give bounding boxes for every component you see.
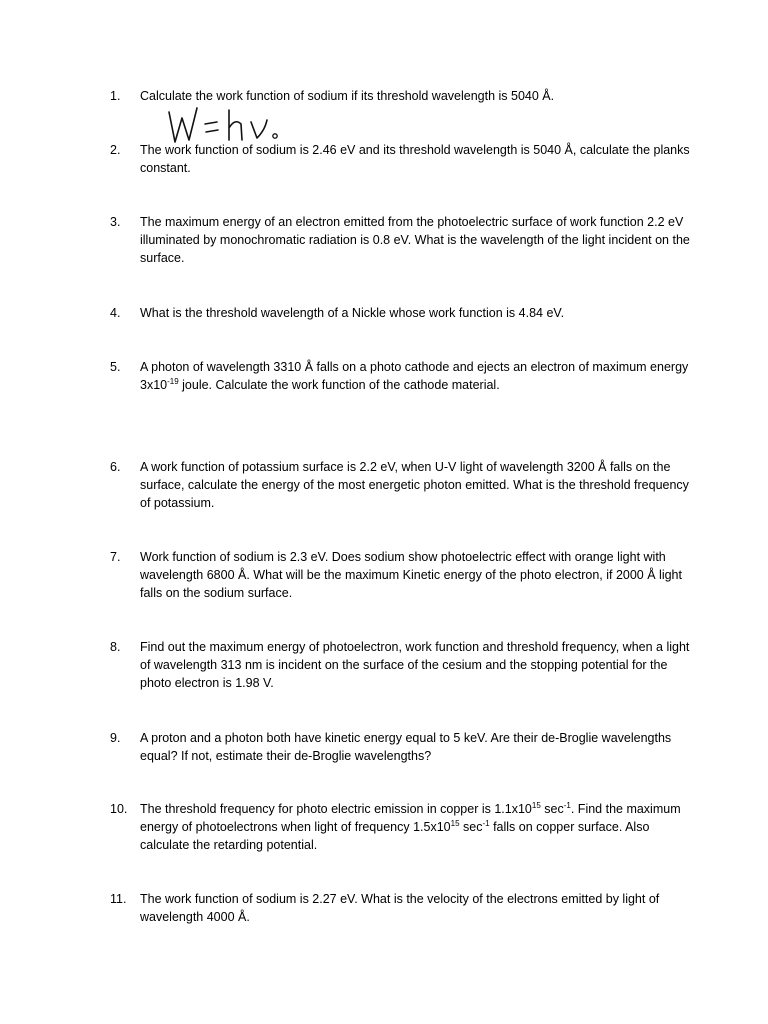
question-number: 8.	[110, 640, 121, 654]
question-text: Find out the maximum energy of photoelectron, work function and threshold frequency, when a light of wavelength 313 nm is incident on the surface of the cesium and the stopping potential for the photo electron is 1.98 V.	[140, 640, 690, 690]
question-number: 1.	[110, 89, 121, 103]
question-text: The maximum energy of an electron emitted from the photoelectric surface of work function 2.2 eV illuminated by monochromatic radiation is 0.8 eV. What is the wavelength of the light incident on the surface.	[140, 215, 690, 265]
question-8	[110, 638, 700, 692]
question-text: A photon of wavelength 3310 Å falls on a photo cathode and ejects an electron of maximum energy $3x10^{-19}$ joule. Calculate the work function of the cathode material.	[140, 360, 689, 392]
question-text: A proton and a photon both have kinetic energy equal to 5 keV. Are their de-Broglie wavelengths equal? If not, estimate their de-Broglie wavelengths?	[140, 731, 672, 763]
handwritten-annotation	[165, 104, 285, 146]
question-text: Calculate the work function of sodium if its threshold wavelength is 5040 Å.	[140, 89, 555, 103]
question-number: 4.	[110, 306, 121, 320]
question-number: 11.	[110, 892, 127, 906]
question-text: A work function of potassium surface is 2.2 eV, when U-V light of wavelength 3200 Å falls on the surface, calculate the energy of the most energetic photon emitted. What is the threshold frequency of potassium.	[140, 460, 689, 510]
question-text: What is the threshold wavelength of a Nickle whose work function is 4.84 eV.	[140, 306, 565, 320]
question-9	[110, 729, 700, 765]
question-3	[110, 213, 700, 267]
question-4	[110, 304, 700, 322]
question-number: 6.	[110, 460, 121, 474]
question-6	[110, 458, 700, 512]
question-text: Work function of sodium is 2.3 eV. Does sodium show photoelectric effect with orange light with wavelength 6800 Å. What will be the maximum Kinetic energy of the photo electron, if 2000 Å light falls on the sodium surface.	[140, 550, 682, 600]
question-number: 9.	[110, 731, 121, 745]
question-11	[110, 890, 700, 926]
question-7	[110, 548, 700, 602]
question-1	[110, 87, 700, 105]
question-5	[110, 358, 700, 394]
question-text: The threshold frequency for photo electric emission in copper is $1.1x10^{15}$ $\sec^{-1}$. Find the maximum energy of photoelectrons when light of frequency $1.5x10^{15}$ $\sec^{-1}$ falls on copper surface. Also calculate the retarding potential.	[140, 800, 681, 852]
question-text: The work function of sodium is 2.46 eV and its threshold wavelength is 5040 Å, calculate the planks constant.	[140, 143, 690, 175]
question-number: 7.	[110, 550, 121, 564]
question-number: 10.	[110, 802, 128, 816]
question-10	[110, 800, 700, 854]
question-2	[110, 141, 700, 177]
question-number: 2.	[110, 143, 121, 157]
question-number: 3.	[110, 215, 121, 229]
question-text: The work function of sodium is 2.27 eV. What is the velocity of the electrons emitted by light of wavelength 4000 Å.	[140, 892, 660, 924]
question-number: 5.	[110, 360, 121, 374]
